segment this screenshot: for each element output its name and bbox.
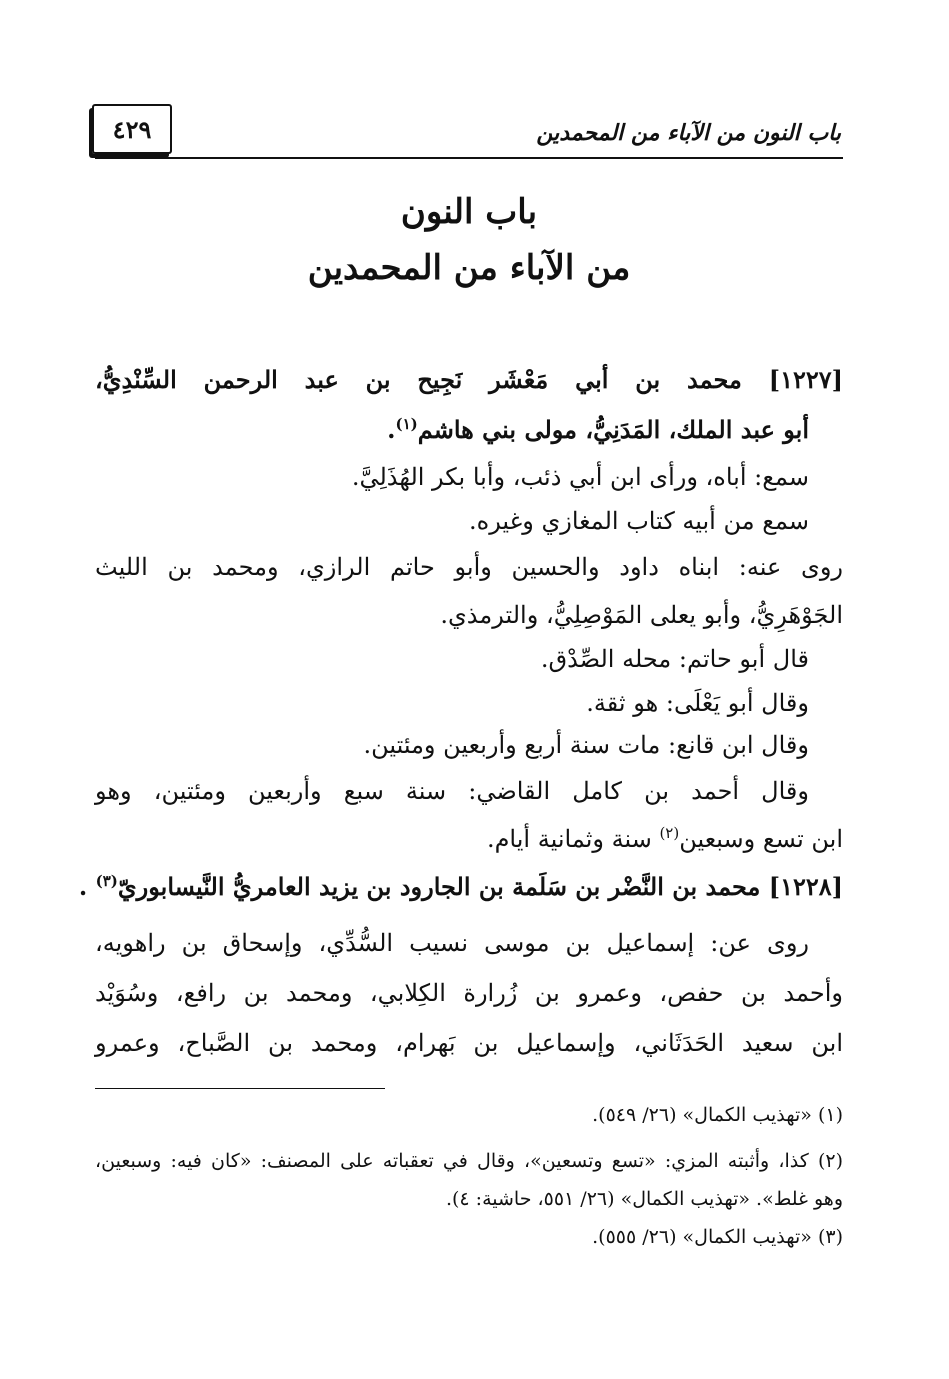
entry-1227-line: قال أبو حاتم: محله الصِّدْق. bbox=[540, 645, 809, 673]
entry-1227-line: سمع: أباه، ورأى ابن أبي ذئب، وأبا بكر الهُذَلِيَّ. bbox=[351, 463, 809, 491]
entry-1227-line: وقال أحمد بن كامل القاضي: سنة سبع وأربعين ومئتين، وهو bbox=[95, 777, 809, 805]
entry-1227-line: روى عنه: ابناه داود والحسين وأبو حاتم الرازي، ومحمد بن الليث bbox=[95, 553, 843, 581]
entry-1227-line-text: ابن تسع وسبعين bbox=[679, 825, 843, 853]
entry-1227-heading-text: أبو عبد الملك، المَدَنِيُّ، مولى بني هاشم bbox=[417, 415, 809, 444]
footnote-2: (٢) كذا، وأثبته المزي: «تسع وتسعين»، وقال في تعقباته على المصنف: «كان فيه: وسبعين، bbox=[95, 1150, 843, 1172]
entry-1227-line bbox=[95, 824, 843, 854]
entry-1227-line: سمع من أبيه كتاب المغازي وغيره. bbox=[468, 507, 809, 535]
entry-1227-heading-line-2 bbox=[95, 415, 809, 445]
entry-1227-line: وقال أبو يَعْلَى: هو ثقة. bbox=[586, 689, 809, 717]
entry-1228-heading-text: [١٢٢٨] محمد بن النَّضْر بن سَلَمة بن الجارود بن يزيد العامريُّ النَّيسابوريّ bbox=[117, 872, 843, 901]
running-title: باب النون من الآباء من المحمدين bbox=[536, 120, 841, 146]
footnote-1: (١) «تهذيب الكمال» (٢٦/ ٥٤٩). bbox=[592, 1104, 843, 1126]
entry-1227-line: وقال ابن قانع: مات سنة أربع وأربعين ومئتين. bbox=[363, 731, 809, 759]
entry-1228-line: وأحمد بن حفص، وعمرو بن زُرارة الكِلابي، ومحمد بن رافع، وسُوَيْد bbox=[95, 979, 843, 1007]
entry-1228-line: ابن سعيد الحَدَثَاني، وإسماعيل بن بَهرام، ومحمد بن الصَّباح، وعمرو bbox=[95, 1029, 843, 1057]
page-number: ٤٢٩ bbox=[92, 104, 172, 154]
entry-1227-heading-line-1: [١٢٢٧] محمد بن أبي مَعْشَر نَجِيح بن عبد الرحمن السِّنْدِيُّ، bbox=[95, 365, 843, 394]
entry-1227-line: الجَوْهَرِيُّ، وأبو يعلى المَوْصِلِيُّ، والترمذي. bbox=[440, 601, 843, 629]
footnote-3: (٣) «تهذيب الكمال» (٢٦/ ٥٥٥). bbox=[592, 1226, 843, 1248]
entry-1227-heading-end: . bbox=[387, 415, 396, 444]
footnote-ref-2: (٢) bbox=[659, 824, 680, 842]
entry-1228-heading-end: . bbox=[78, 872, 96, 901]
entry-1227-line-end: سنة وثمانية أيام. bbox=[486, 825, 660, 853]
chapter-title-line-1: باب النون bbox=[400, 192, 538, 232]
footnote-divider bbox=[95, 1088, 385, 1089]
footnote-ref-3: (٣) bbox=[95, 872, 118, 890]
footnote-ref-1: (١) bbox=[395, 415, 418, 433]
footnote-2-continued: وهو غلط». «تهذيب الكمال» (٢٦/ ٥٥١، حاشية: ٤). bbox=[445, 1188, 843, 1210]
chapter-title-line-2: من الآباء من المحمدين bbox=[307, 248, 631, 288]
entry-1228-heading bbox=[78, 872, 843, 902]
entry-1228-line: روى عن: إسماعيل بن موسى نسيب السُّدِّي، وإسحاق بن راهويه، bbox=[95, 929, 809, 957]
header-divider bbox=[95, 157, 843, 159]
